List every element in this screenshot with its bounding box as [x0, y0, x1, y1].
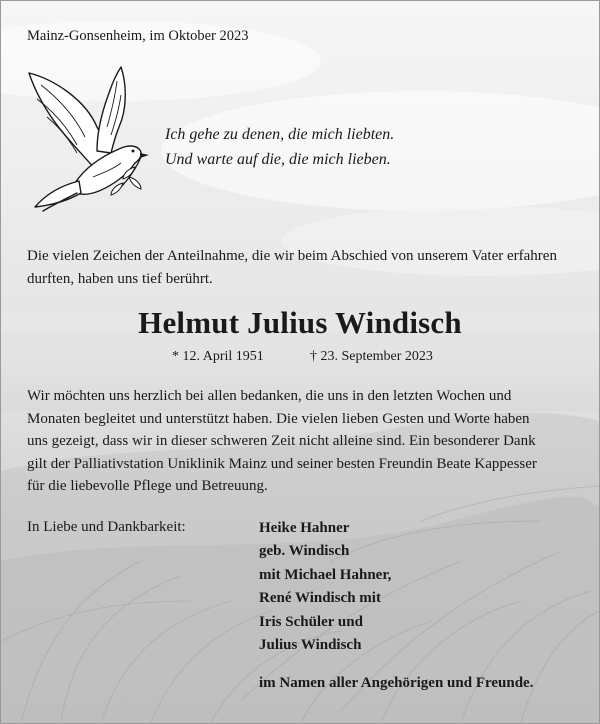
- body-line: gilt der Palliativstation Uniklinik Mainz und seiner besten Freundin Beate Kappesser: [27, 455, 537, 472]
- deceased-name: Helmut Julius Windisch: [138, 305, 462, 340]
- quote-line: Und warte auf die, die mich lieben.: [165, 151, 391, 168]
- body-line: Wir möchten uns herzlich bei allen bedanken, die uns in den letzten Wochen und: [27, 388, 512, 404]
- signer-line: Julius Windisch: [259, 637, 362, 654]
- signers-list: [259, 517, 391, 657]
- signer-line: René Windisch mit: [259, 590, 381, 607]
- closing-phrase: In Liebe und Dankbarkeit:: [27, 519, 186, 535]
- place-and-date: Mainz-Gonsenheim, im Oktober 2023: [27, 28, 249, 44]
- body-line: uns gezeigt, dass wir in dieser schweren Zeit nicht alleine sind. Ein besonderer Dank: [27, 433, 536, 450]
- death-date: † 23. September 2023: [310, 349, 433, 364]
- final-line: im Namen aller Angehörigen und Freunde.: [259, 675, 534, 691]
- body-line: Monaten begleitet und unterstützt haben. Die vielen lieben Gesten und Worte haben: [27, 410, 530, 427]
- signer-line: geb. Windisch: [259, 543, 350, 560]
- signer-line: Heike Hahner: [259, 520, 350, 536]
- signer-line: Iris Schüler und: [259, 613, 363, 630]
- birth-date: * 12. April 1951: [172, 349, 264, 364]
- memorial-quote: [165, 122, 394, 172]
- thanks-intro: Die vielen Zeichen der Anteilnahme, die wir beim Abschied von unserem Vater erfahren durften, haben uns tief berührt.: [27, 248, 557, 287]
- body-line: für die liebevolle Pflege und Betreuung.: [27, 478, 268, 495]
- quote-line: Ich gehe zu denen, die mich liebten.: [165, 126, 395, 143]
- thanks-body: [27, 385, 577, 498]
- signer-line: mit Michael Hahner,: [259, 566, 392, 583]
- dove-with-olive-branch-icon: [23, 65, 163, 217]
